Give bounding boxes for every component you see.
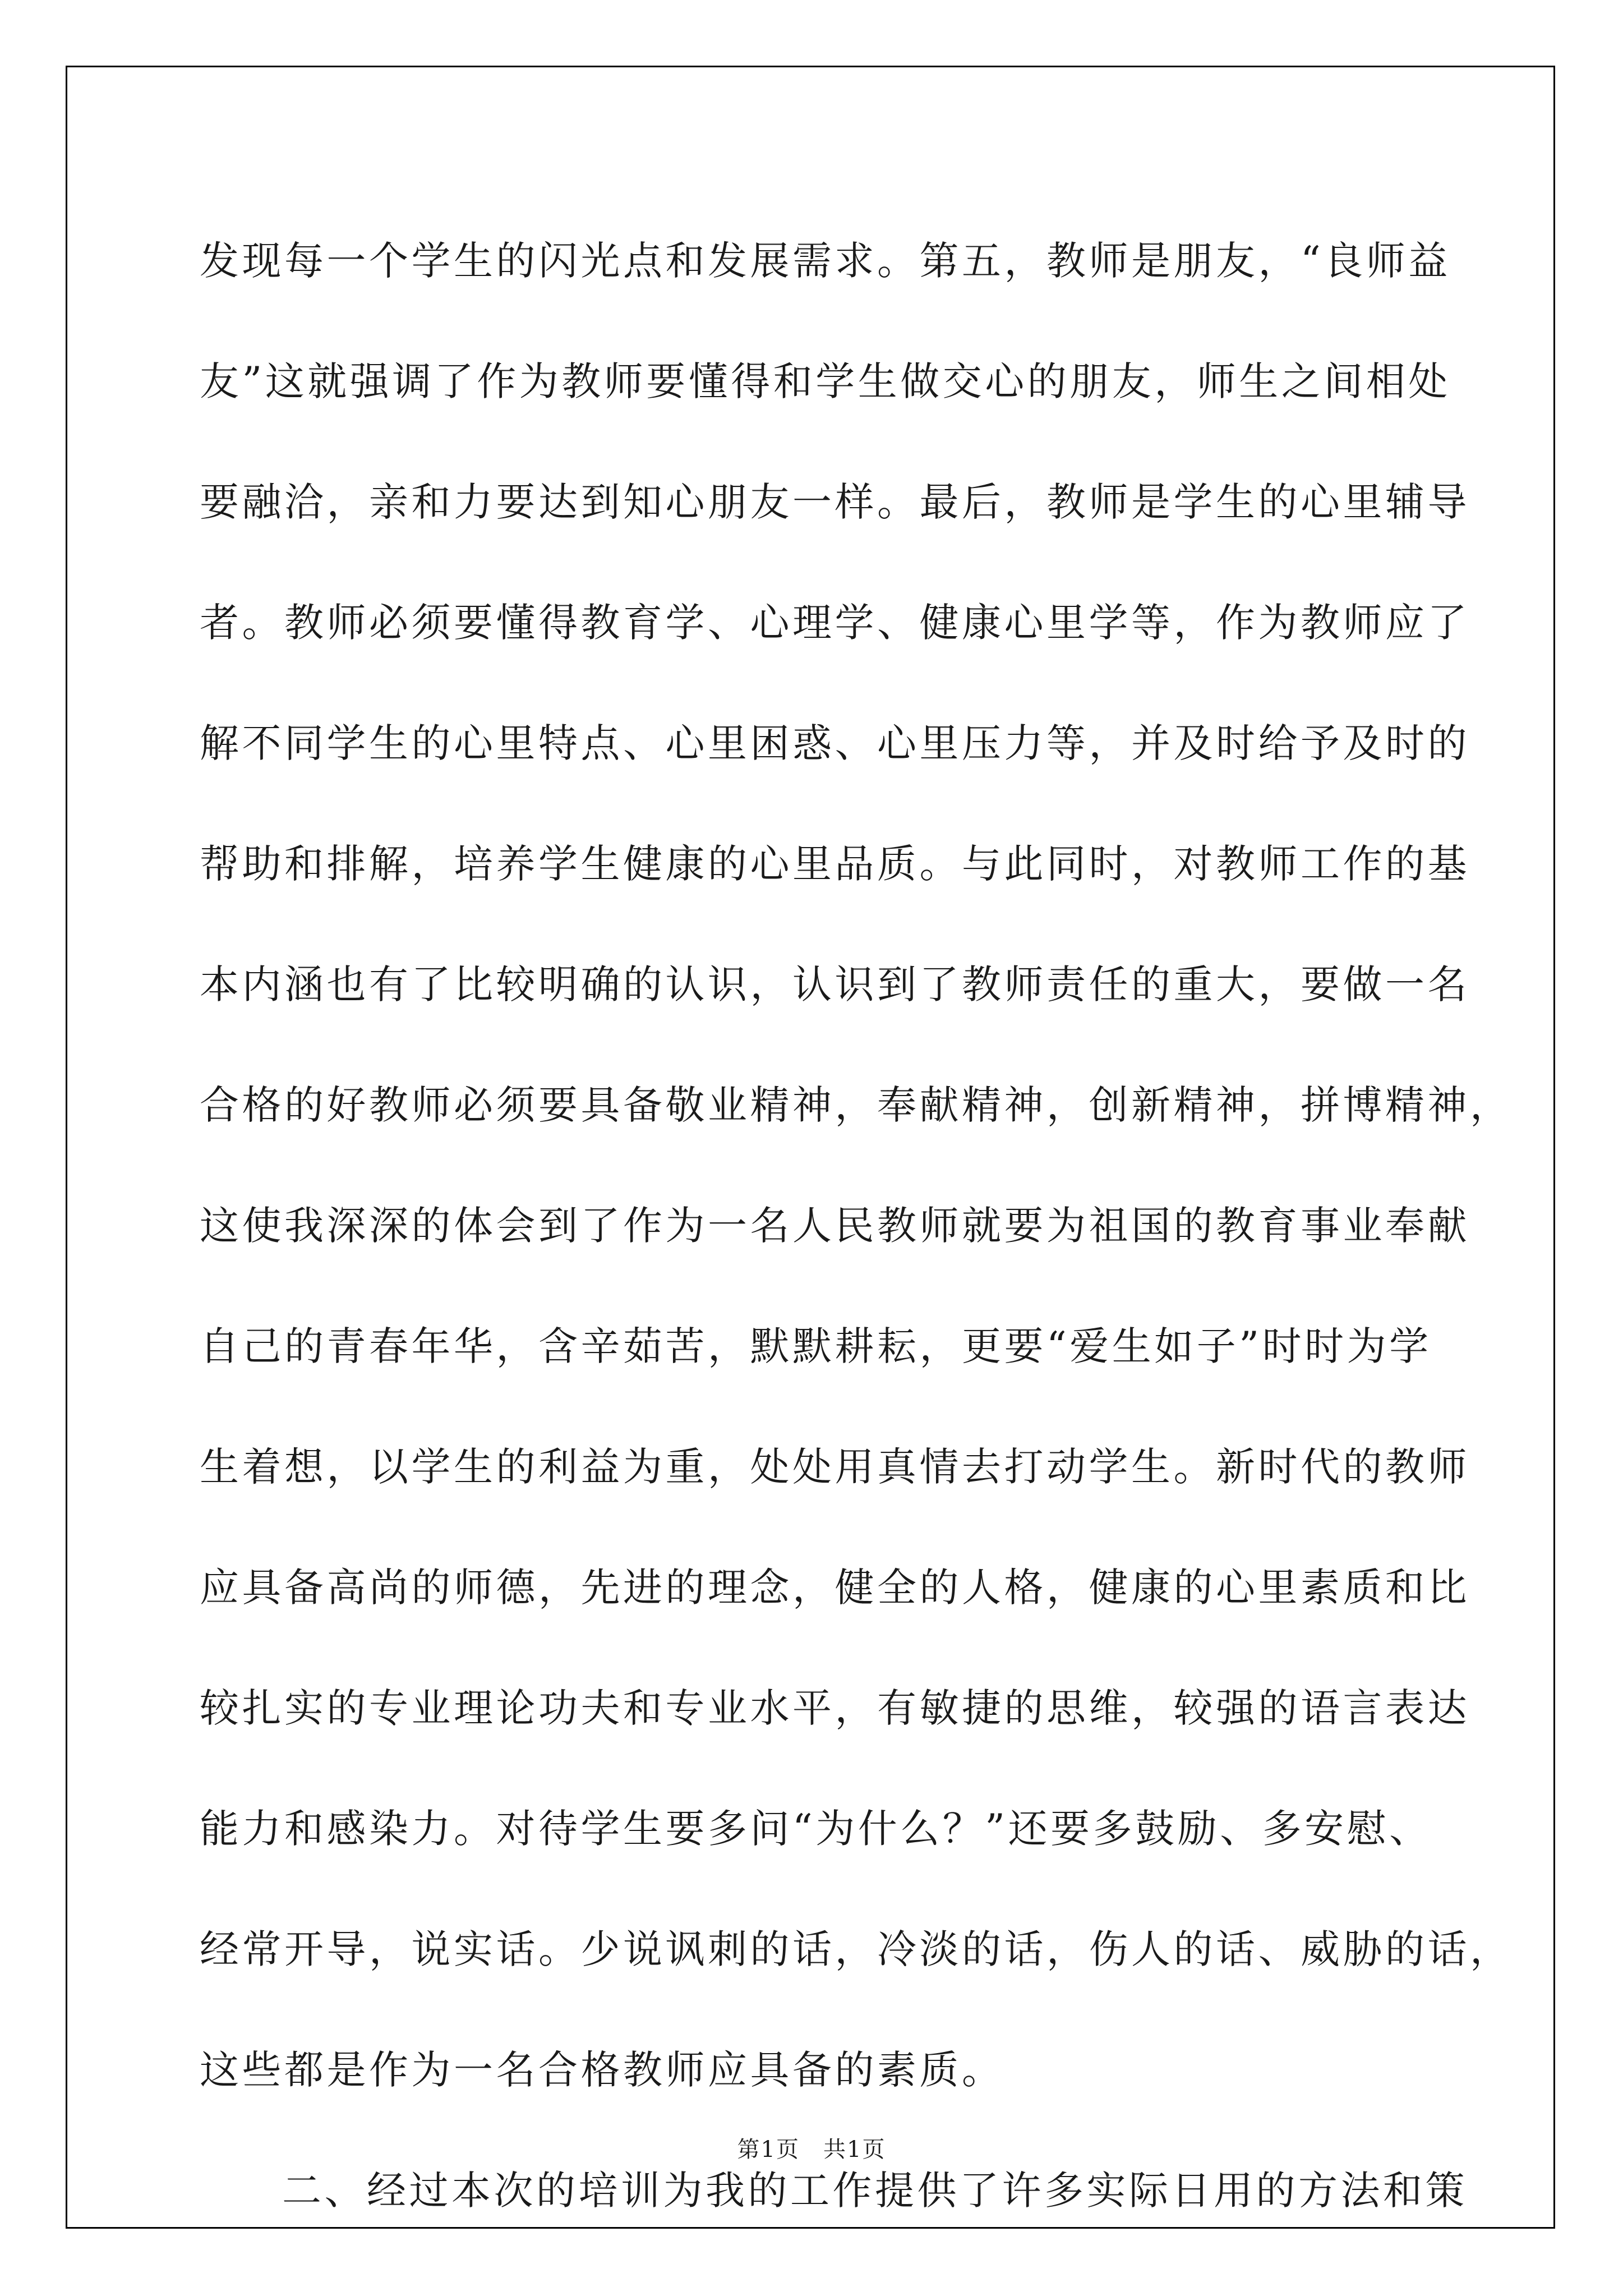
- text-line: 生着想，以学生的利益为重，处处用真情去打动学生。新时代的教师: [200, 1444, 1470, 1490]
- paragraph-start-line: 二、经过本次的培训为我的工作提供了许多实际日用的方法和策: [282, 2168, 1468, 2214]
- text-line: 要融洽，亲和力要达到知心朋友一样。最后，教师是学生的心里辅导: [200, 479, 1470, 525]
- text-line: 本内涵也有了比较明确的认识，认识到了教师责任的重大，要做一名: [200, 961, 1470, 1007]
- text-line: 应具备高尚的师德，先进的理念，健全的人格，健康的心里素质和比: [200, 1565, 1470, 1611]
- text-line: 友”这就强调了作为教师要懂得和学生做交心的朋友，师生之间相处: [200, 358, 1451, 404]
- text-line: 这些都是作为一名合格教师应具备的素质。: [200, 2047, 1004, 2093]
- text-line: 自己的青春年华，含辛茹苦，默默耕耘，更要“爱生如子”时时为学: [200, 1323, 1432, 1369]
- text-line: 发现每一个学生的闪光点和发展需求。第五，教师是朋友，“良师益: [200, 238, 1451, 284]
- document-body: [200, 201, 1513, 2251]
- text-line: 这使我深深的体会到了作为一名人民教师就要为祖国的教育事业奉献: [200, 1203, 1470, 1249]
- text-line: 帮助和排解，培养学生健康的心里品质。与此同时，对教师工作的基: [200, 841, 1470, 887]
- text-line: 较扎实的专业理论功夫和专业水平，有敏捷的思维，较强的语言表达: [200, 1685, 1470, 1731]
- text-line: 合格的好教师必须要具备敬业精神，奉献精神，创新精神，拼博精神，: [200, 1082, 1513, 1128]
- text-line: 解不同学生的心里特点、心里困惑、心里压力等，并及时给予及时的: [200, 720, 1470, 766]
- page-number-footer: 第1页 共1页: [737, 2137, 886, 2162]
- text-line: 者。教师必须要懂得教育学、心理学、健康心里学等，作为教师应了: [200, 600, 1470, 646]
- text-line: 能力和感染力。对待学生要多问“为什么？”还要多鼓励、多安慰、: [200, 1806, 1432, 1852]
- text-line: 经常开导，说实话。少说讽刺的话，冷淡的话，伤人的话、威胁的话，: [200, 1926, 1513, 1972]
